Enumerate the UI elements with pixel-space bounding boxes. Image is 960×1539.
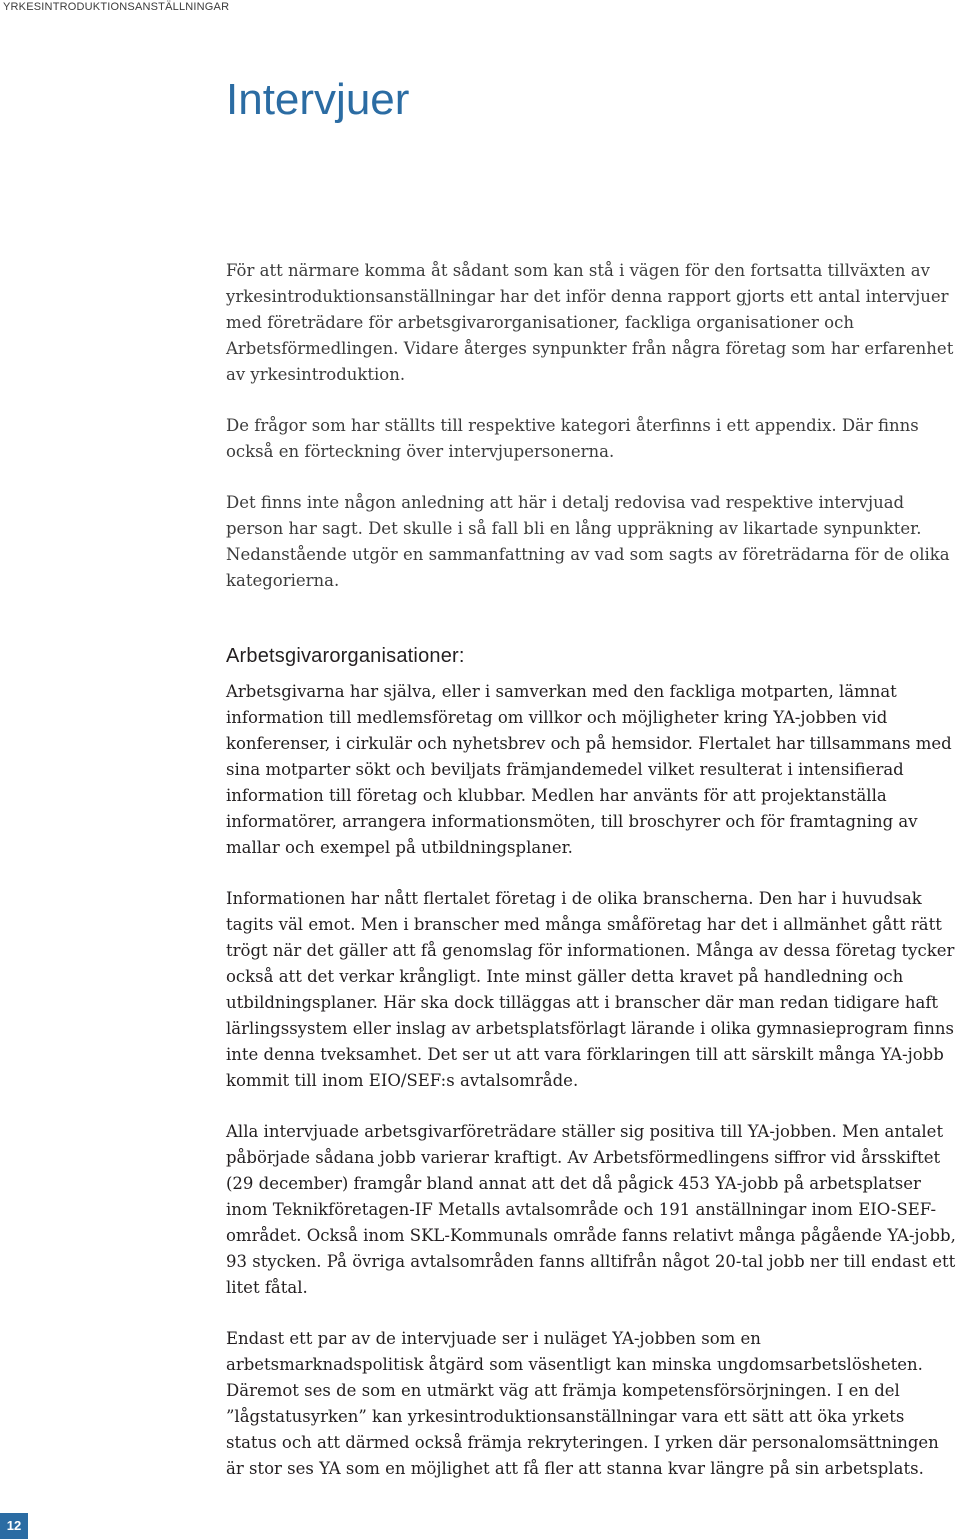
page-title: Intervjuer	[226, 75, 410, 124]
intro-paragraph: De frågor som har ställts till respektive kategori återfinns i ett appendix. Där finns också en förteckning över intervjupersonerna.	[226, 416, 919, 461]
section-heading: Arbetsgivarorganisationer:	[226, 645, 465, 667]
intro-section	[226, 258, 958, 594]
intro-paragraph: Det finns inte någon anledning att här i detalj redovisa vad respektive intervjuad person har sagt. Det skulle i så fall bli en lång uppräkning av likartade synpunkter. Nedanstående utgör en sammanfattning av vad som sagts av företrädarna för de olika kategorierna.	[226, 493, 950, 590]
page-number: 12	[0, 1513, 28, 1539]
body-paragraph: Informationen har nått flertalet företag i de olika branscherna. Den har i huvudsak tagits väl emot. Men i branscher med många småföretag har det i allmänhet gått rätt trögt när det gäller att få genomslag för informationen. Många av dessa företag tycker också att det verkar krångligt. Inte minst gäller detta kravet på handledning och utbildningsplaner. Här ska dock tilläggas att i branscher där man redan tidigare haft lärlingssystem eller inslag av arbetsplatsförlagt lärande i olika gymnasieprogram finns inte denna tveksamhet. Det ser ut att vara förklaringen till att särskilt många YA-jobb kommit till inom EIO/SEF:s avtalsområde.	[226, 889, 955, 1090]
intro-paragraph: För att närmare komma åt sådant som kan stå i vägen för den fortsatta tillväxten av yrkesintroduktionsanställningar har det inför denna rapport gjorts ett antal intervjuer med företrädare för arbetsgivarorganisationer, fackliga organisationer och Arbetsförmedlingen. Vidare återges synpunkter från några företag som har erfarenhet av yrkesintroduktion.	[226, 261, 954, 384]
running-header: YRKESINTRODUKTIONSANSTÄLLNINGAR	[3, 1, 230, 13]
section-body	[226, 679, 958, 1482]
content-column	[226, 258, 958, 1482]
body-paragraph: Arbetsgivarna har själva, eller i samverkan med den fackliga motparten, lämnat information till medlemsföretag om villkor och möjligheter kring YA-jobben vid konferenser, i cirkulär och nyhetsbrev och på hemsidor. Flertalet har tillsammans med sina motparter sökt och beviljats främjandemedel vilket resulterat i intensifierad information till företag och klubbar. Medlen har använts för att projektanställa informatörer, arrangera informationsmöten, till broschyrer och för framtagning av mallar och exempel på utbildningsplaner.	[226, 682, 952, 857]
body-paragraph: Endast ett par av de intervjuade ser i nuläget YA-jobben som en arbetsmarknadspolitisk åtgärd som väsentligt kan minska ungdomsarbetslösheten. Däremot ses de som en utmärkt väg att främja kompetensförsörjningen. I en del ”lågstatusyrken” kan yrkesintroduktionsanställningar vara ett sätt att öka yrkets status och att därmed också främja rekryteringen. I yrken där personalomsättningen är stor ses YA som en möjlighet att få fler att stanna kvar längre på sin arbetsplats.	[226, 1329, 939, 1478]
body-paragraph: Alla intervjuade arbetsgivarföreträdare ställer sig positiva till YA-jobben. Men antalet påbörjade sådana jobb varierar kraftigt. Av Arbetsförmedlingens siffror vid årsskiftet (29 december) framgår bland annat att det då pågick 453 YA-jobb på arbetsplatser inom Teknikföretagen-IF Metalls avtalsområde och 191 anställningar inom EIO-SEF-området. Också inom SKL-Kommunals område fanns relativt många pågående YA-jobb, 93 stycken. På övriga avtalsområden fanns alltifrån något 20-tal jobb ner till endast ett litet fåtal.	[226, 1122, 956, 1297]
